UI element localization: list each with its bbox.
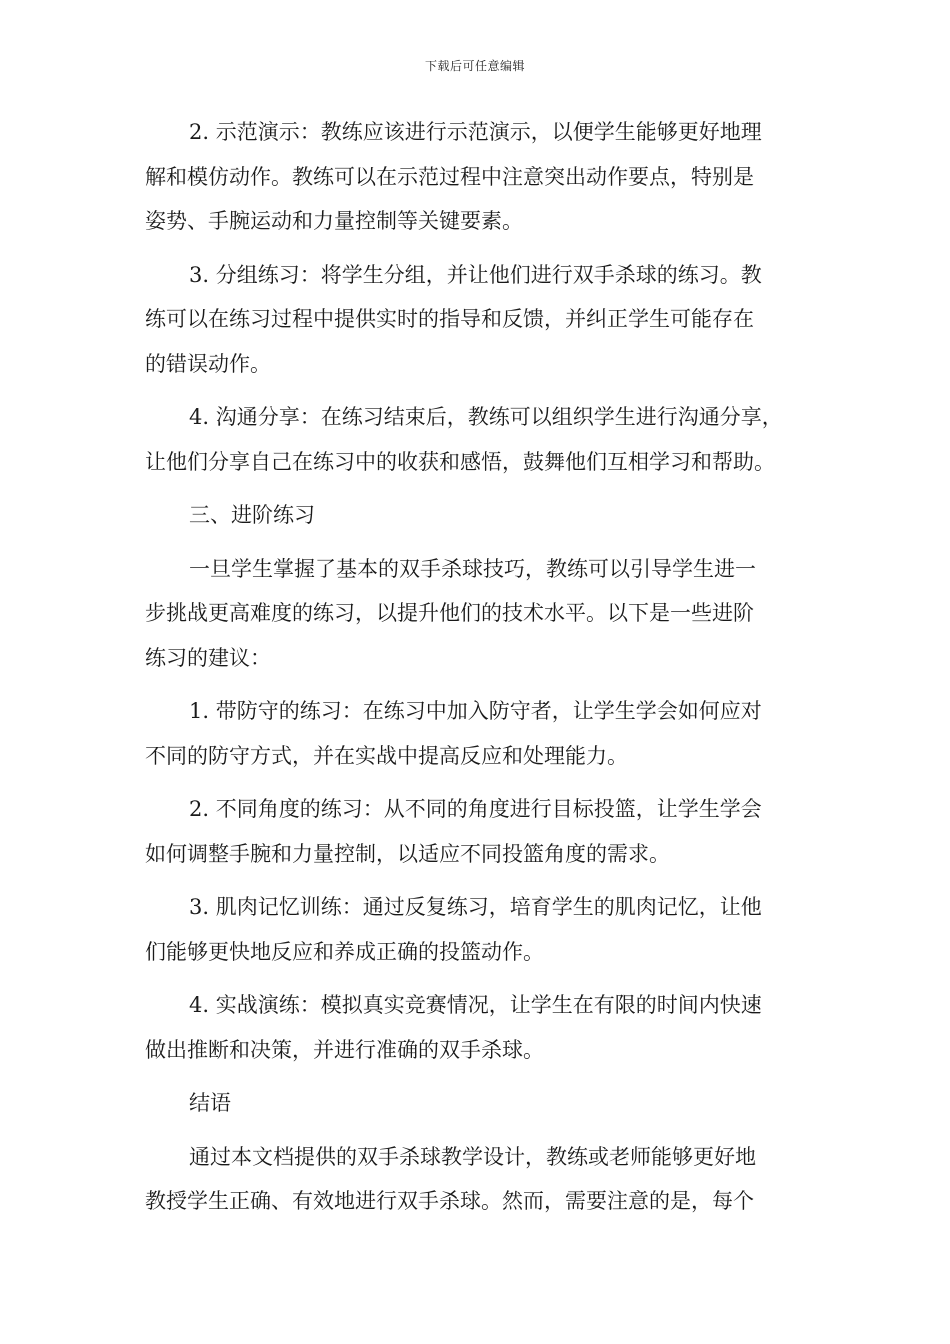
- heading-text: 结语: [189, 1091, 231, 1115]
- text-line: 通过本文档提供的双手杀球教学设计，教练或老师能够更好地: [189, 1144, 756, 1169]
- text-line: 练可以在练习过程中提供实时的指导和反馈，并纠正学生可能存在: [145, 307, 754, 331]
- paragraph-sharing: [145, 395, 815, 484]
- text-line: 2. 不同角度的练习：从不同的角度进行目标投篮，让学生学会: [189, 797, 762, 821]
- page-header: 下载后可任意编辑: [424, 59, 525, 73]
- text-line: 姿势、手腕运动和力量控制等关键要素。: [145, 209, 523, 233]
- paragraph-combat-drill: [145, 983, 815, 1072]
- paragraph-muscle-memory: [145, 885, 815, 974]
- text-line: 教授学生正确、有效地进行双手杀球。然而，需要注意的是，每个: [145, 1189, 754, 1213]
- section-heading-conclusion: [145, 1081, 815, 1126]
- text-line: 如何调整手腕和力量控制，以适应不同投篮角度的需求。: [145, 841, 670, 866]
- text-line: 2. 示范演示：教练应该进行示范演示，以便学生能够更好地理: [189, 120, 762, 144]
- text-line: 步挑战更高难度的练习，以提升他们的技术水平。以下是一些进阶: [145, 601, 754, 625]
- section-heading-advanced: [145, 493, 815, 538]
- text-line: 让他们分享自己在练习中的收获和感悟，鼓舞他们互相学习和帮助。: [145, 449, 775, 474]
- text-line: 不同的防守方式，并在实战中提高反应和处理能力。: [145, 743, 628, 768]
- document-body: [145, 110, 815, 1233]
- text-line: 一旦学生掌握了基本的双手杀球技巧，教练可以引导学生进一: [189, 556, 756, 581]
- text-line: 3. 分组练习：将学生分组，并让他们进行双手杀球的练习。教: [189, 262, 762, 287]
- text-line: 练习的建议：: [145, 645, 271, 670]
- paragraph-demonstration: [145, 110, 815, 244]
- paragraph-angle-practice: [145, 787, 815, 876]
- text-line: 解和模仿动作。教练可以在示范过程中注意突出动作要点，特别是: [145, 164, 754, 189]
- heading-text: 三、进阶练习: [189, 503, 315, 527]
- text-line: 们能够更快地反应和养成正确的投篮动作。: [145, 939, 544, 964]
- text-line: 4. 沟通分享：在练习结束后，教练可以组织学生进行沟通分享，: [189, 405, 783, 429]
- text-line: 3. 肌肉记忆训练：通过反复练习，培育学生的肌肉记忆，让他: [189, 895, 762, 919]
- text-line: 做出推断和决策，并进行准确的双手杀球。: [145, 1037, 544, 1062]
- text-line: 4. 实战演练：模拟真实竞赛情况，让学生在有限的时间内快速: [189, 993, 762, 1017]
- paragraph-conclusion: [145, 1135, 815, 1224]
- text-line: 的错误动作。: [145, 351, 271, 376]
- text-line: 1. 带防守的练习：在练习中加入防守者，让学生学会如何应对: [189, 699, 762, 723]
- paragraph-group-practice: [145, 253, 815, 387]
- paragraph-advanced-intro: [145, 547, 815, 681]
- paragraph-defense-practice: [145, 689, 815, 778]
